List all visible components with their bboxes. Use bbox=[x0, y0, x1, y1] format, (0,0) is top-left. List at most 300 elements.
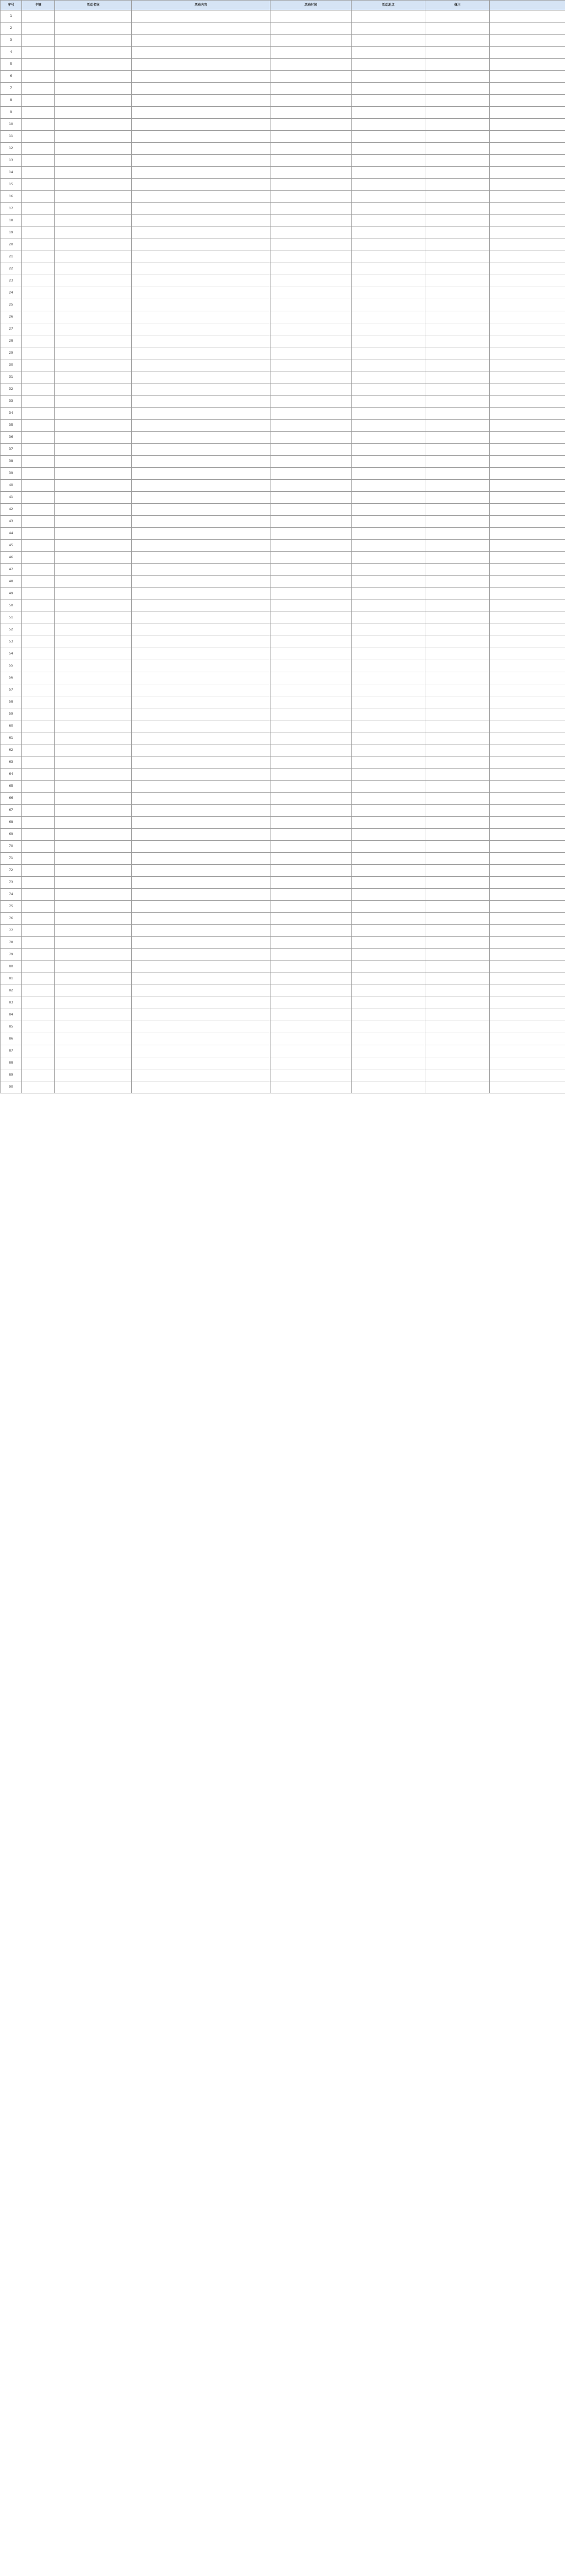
cell-activity-time bbox=[270, 913, 352, 925]
cell-activity-content bbox=[132, 949, 270, 961]
cell-no: 64 bbox=[1, 769, 22, 781]
cell-activity-place bbox=[352, 1057, 425, 1069]
cell-activity-content bbox=[132, 588, 270, 600]
cell-activity-content bbox=[132, 805, 270, 817]
cell-note bbox=[425, 817, 490, 829]
cell-activity-time bbox=[270, 22, 352, 35]
cell-note bbox=[425, 1069, 490, 1081]
cell-note bbox=[425, 576, 490, 588]
cell-activity-content bbox=[132, 335, 270, 347]
cell-no: 76 bbox=[1, 913, 22, 925]
cell-extra bbox=[490, 275, 565, 287]
cell-activity-content bbox=[132, 59, 270, 71]
cell-town bbox=[22, 347, 55, 359]
cell-no: 62 bbox=[1, 744, 22, 756]
cell-extra bbox=[490, 408, 565, 420]
cell-extra bbox=[490, 215, 565, 227]
cell-town bbox=[22, 636, 55, 648]
cell-no: 6 bbox=[1, 71, 22, 83]
cell-no: 66 bbox=[1, 793, 22, 805]
cell-activity-content bbox=[132, 480, 270, 492]
cell-activity-place bbox=[352, 47, 425, 59]
cell-no: 72 bbox=[1, 865, 22, 877]
cell-note bbox=[425, 997, 490, 1009]
cell-activity-name bbox=[55, 504, 132, 516]
cell-note bbox=[425, 47, 490, 59]
table-row bbox=[1, 143, 565, 155]
cell-activity-place bbox=[352, 552, 425, 564]
cell-activity-content bbox=[132, 22, 270, 35]
cell-note bbox=[425, 444, 490, 456]
cell-activity-place bbox=[352, 841, 425, 853]
cell-extra bbox=[490, 901, 565, 913]
cell-activity-place bbox=[352, 853, 425, 865]
cell-activity-name bbox=[55, 335, 132, 347]
table-row bbox=[1, 371, 565, 383]
cell-no: 61 bbox=[1, 732, 22, 744]
cell-activity-time bbox=[270, 588, 352, 600]
cell-note bbox=[425, 1033, 490, 1045]
cell-extra bbox=[490, 720, 565, 732]
table-row bbox=[1, 408, 565, 420]
cell-activity-content bbox=[132, 672, 270, 684]
cell-note bbox=[425, 624, 490, 636]
cell-activity-time bbox=[270, 516, 352, 528]
cell-town bbox=[22, 335, 55, 347]
cell-activity-place bbox=[352, 973, 425, 985]
cell-extra bbox=[490, 805, 565, 817]
cell-extra bbox=[490, 143, 565, 155]
cell-activity-content bbox=[132, 937, 270, 949]
cell-town bbox=[22, 997, 55, 1009]
table-row bbox=[1, 167, 565, 179]
cell-no: 8 bbox=[1, 95, 22, 107]
cell-town bbox=[22, 480, 55, 492]
cell-activity-content bbox=[132, 636, 270, 648]
cell-extra bbox=[490, 35, 565, 47]
cell-note bbox=[425, 552, 490, 564]
cell-extra bbox=[490, 793, 565, 805]
cell-note bbox=[425, 865, 490, 877]
cell-activity-content bbox=[132, 95, 270, 107]
cell-activity-name bbox=[55, 865, 132, 877]
cell-activity-content bbox=[132, 781, 270, 793]
cell-activity-content bbox=[132, 287, 270, 299]
cell-no: 50 bbox=[1, 600, 22, 612]
table-row bbox=[1, 456, 565, 468]
cell-note bbox=[425, 83, 490, 95]
cell-activity-name bbox=[55, 708, 132, 720]
cell-activity-place bbox=[352, 203, 425, 215]
cell-activity-time bbox=[270, 71, 352, 83]
cell-activity-content bbox=[132, 552, 270, 564]
cell-note bbox=[425, 383, 490, 396]
cell-activity-place bbox=[352, 22, 425, 35]
cell-activity-content bbox=[132, 1057, 270, 1069]
cell-town bbox=[22, 660, 55, 672]
cell-note bbox=[425, 805, 490, 817]
cell-activity-content bbox=[132, 528, 270, 540]
cell-note bbox=[425, 22, 490, 35]
cell-note bbox=[425, 167, 490, 179]
cell-activity-name bbox=[55, 59, 132, 71]
cell-activity-place bbox=[352, 756, 425, 769]
cell-town bbox=[22, 504, 55, 516]
cell-activity-content bbox=[132, 997, 270, 1009]
cell-note bbox=[425, 275, 490, 287]
cell-extra bbox=[490, 552, 565, 564]
cell-note bbox=[425, 299, 490, 311]
cell-activity-name bbox=[55, 383, 132, 396]
cell-town bbox=[22, 107, 55, 119]
cell-town bbox=[22, 744, 55, 756]
cell-no: 53 bbox=[1, 636, 22, 648]
cell-no: 16 bbox=[1, 191, 22, 203]
cell-no: 56 bbox=[1, 672, 22, 684]
cell-no: 49 bbox=[1, 588, 22, 600]
cell-activity-time bbox=[270, 841, 352, 853]
cell-activity-place bbox=[352, 227, 425, 239]
table-row bbox=[1, 889, 565, 901]
table-row bbox=[1, 781, 565, 793]
cell-no: 15 bbox=[1, 179, 22, 191]
cell-no: 85 bbox=[1, 1021, 22, 1033]
cell-town bbox=[22, 468, 55, 480]
cell-activity-content bbox=[132, 961, 270, 973]
table-row bbox=[1, 1069, 565, 1081]
cell-activity-place bbox=[352, 660, 425, 672]
cell-extra bbox=[490, 769, 565, 781]
cell-activity-name bbox=[55, 347, 132, 359]
cell-town bbox=[22, 10, 55, 22]
header-town: 乡镇 bbox=[22, 1, 55, 10]
cell-activity-time bbox=[270, 420, 352, 432]
cell-note bbox=[425, 612, 490, 624]
cell-activity-content bbox=[132, 540, 270, 552]
cell-activity-name bbox=[55, 239, 132, 251]
cell-activity-name bbox=[55, 191, 132, 203]
cell-activity-content bbox=[132, 299, 270, 311]
cell-no: 90 bbox=[1, 1081, 22, 1093]
cell-activity-place bbox=[352, 299, 425, 311]
cell-no: 74 bbox=[1, 889, 22, 901]
cell-note bbox=[425, 1081, 490, 1093]
cell-no: 20 bbox=[1, 239, 22, 251]
cell-note bbox=[425, 540, 490, 552]
cell-no: 52 bbox=[1, 624, 22, 636]
table-row bbox=[1, 1057, 565, 1069]
cell-activity-content bbox=[132, 492, 270, 504]
cell-activity-time bbox=[270, 323, 352, 335]
cell-activity-name bbox=[55, 961, 132, 973]
cell-no: 23 bbox=[1, 275, 22, 287]
table-row bbox=[1, 35, 565, 47]
cell-activity-content bbox=[132, 239, 270, 251]
cell-town bbox=[22, 708, 55, 720]
cell-activity-content bbox=[132, 396, 270, 408]
cell-town bbox=[22, 829, 55, 841]
cell-town bbox=[22, 359, 55, 371]
cell-activity-name bbox=[55, 263, 132, 275]
cell-activity-time bbox=[270, 696, 352, 708]
cell-extra bbox=[490, 119, 565, 131]
cell-no: 25 bbox=[1, 299, 22, 311]
header-extra-column bbox=[490, 1, 565, 10]
cell-extra bbox=[490, 420, 565, 432]
cell-activity-name bbox=[55, 636, 132, 648]
table-row bbox=[1, 672, 565, 684]
cell-extra bbox=[490, 1057, 565, 1069]
cell-activity-content bbox=[132, 973, 270, 985]
cell-activity-name bbox=[55, 480, 132, 492]
cell-no: 65 bbox=[1, 781, 22, 793]
cell-activity-time bbox=[270, 708, 352, 720]
cell-activity-time bbox=[270, 468, 352, 480]
cell-activity-time bbox=[270, 1081, 352, 1093]
cell-extra bbox=[490, 492, 565, 504]
cell-no: 71 bbox=[1, 853, 22, 865]
cell-activity-content bbox=[132, 889, 270, 901]
cell-activity-place bbox=[352, 600, 425, 612]
cell-activity-time bbox=[270, 648, 352, 660]
table-row bbox=[1, 528, 565, 540]
cell-note bbox=[425, 793, 490, 805]
cell-activity-name bbox=[55, 672, 132, 684]
cell-activity-place bbox=[352, 239, 425, 251]
cell-activity-name bbox=[55, 299, 132, 311]
cell-activity-content bbox=[132, 600, 270, 612]
cell-note bbox=[425, 335, 490, 347]
cell-activity-place bbox=[352, 1021, 425, 1033]
table-row bbox=[1, 708, 565, 720]
cell-note bbox=[425, 528, 490, 540]
cell-no: 17 bbox=[1, 203, 22, 215]
cell-activity-content bbox=[132, 756, 270, 769]
cell-no: 12 bbox=[1, 143, 22, 155]
cell-town bbox=[22, 672, 55, 684]
cell-extra bbox=[490, 179, 565, 191]
cell-activity-name bbox=[55, 937, 132, 949]
cell-no: 13 bbox=[1, 155, 22, 167]
cell-activity-name bbox=[55, 275, 132, 287]
cell-town bbox=[22, 167, 55, 179]
cell-activity-place bbox=[352, 901, 425, 913]
cell-extra bbox=[490, 167, 565, 179]
cell-note bbox=[425, 600, 490, 612]
cell-activity-time bbox=[270, 1033, 352, 1045]
cell-activity-place bbox=[352, 444, 425, 456]
cell-extra bbox=[490, 1045, 565, 1057]
cell-note bbox=[425, 251, 490, 263]
cell-activity-place bbox=[352, 696, 425, 708]
cell-no: 57 bbox=[1, 684, 22, 696]
cell-activity-time bbox=[270, 732, 352, 744]
cell-activity-place bbox=[352, 1045, 425, 1057]
cell-no: 67 bbox=[1, 805, 22, 817]
cell-town bbox=[22, 624, 55, 636]
cell-town bbox=[22, 251, 55, 263]
table-row bbox=[1, 841, 565, 853]
header-activity-place: 活动地点 bbox=[352, 1, 425, 10]
cell-no: 42 bbox=[1, 504, 22, 516]
cell-activity-time bbox=[270, 684, 352, 696]
cell-activity-place bbox=[352, 540, 425, 552]
cell-extra bbox=[490, 612, 565, 624]
cell-no: 19 bbox=[1, 227, 22, 239]
cell-extra bbox=[490, 432, 565, 444]
table-body bbox=[1, 10, 565, 1093]
table-row bbox=[1, 191, 565, 203]
cell-activity-time bbox=[270, 528, 352, 540]
table-row bbox=[1, 119, 565, 131]
table-row bbox=[1, 769, 565, 781]
cell-extra bbox=[490, 239, 565, 251]
cell-activity-time bbox=[270, 480, 352, 492]
cell-extra bbox=[490, 817, 565, 829]
cell-activity-time bbox=[270, 191, 352, 203]
cell-activity-place bbox=[352, 408, 425, 420]
cell-extra bbox=[490, 383, 565, 396]
cell-note bbox=[425, 492, 490, 504]
cell-activity-content bbox=[132, 408, 270, 420]
cell-activity-place bbox=[352, 1033, 425, 1045]
cell-no: 46 bbox=[1, 552, 22, 564]
cell-activity-name bbox=[55, 624, 132, 636]
cell-note bbox=[425, 949, 490, 961]
cell-activity-time bbox=[270, 275, 352, 287]
cell-no: 73 bbox=[1, 877, 22, 889]
cell-extra bbox=[490, 781, 565, 793]
cell-note bbox=[425, 239, 490, 251]
cell-activity-time bbox=[270, 1057, 352, 1069]
table-row bbox=[1, 444, 565, 456]
cell-extra bbox=[490, 480, 565, 492]
cell-activity-time bbox=[270, 167, 352, 179]
cell-activity-content bbox=[132, 720, 270, 732]
cell-note bbox=[425, 1021, 490, 1033]
cell-extra bbox=[490, 865, 565, 877]
cell-activity-name bbox=[55, 35, 132, 47]
cell-activity-content bbox=[132, 359, 270, 371]
cell-activity-content bbox=[132, 865, 270, 877]
cell-town bbox=[22, 817, 55, 829]
cell-town bbox=[22, 492, 55, 504]
cell-activity-place bbox=[352, 829, 425, 841]
cell-activity-name bbox=[55, 47, 132, 59]
cell-activity-content bbox=[132, 263, 270, 275]
cell-town bbox=[22, 973, 55, 985]
cell-activity-name bbox=[55, 660, 132, 672]
cell-activity-time bbox=[270, 335, 352, 347]
cell-note bbox=[425, 215, 490, 227]
cell-town bbox=[22, 564, 55, 576]
cell-town bbox=[22, 805, 55, 817]
table-row bbox=[1, 1033, 565, 1045]
cell-extra bbox=[490, 107, 565, 119]
cell-town bbox=[22, 408, 55, 420]
table-row bbox=[1, 227, 565, 239]
cell-activity-place bbox=[352, 504, 425, 516]
cell-note bbox=[425, 396, 490, 408]
cell-extra bbox=[490, 1081, 565, 1093]
cell-activity-name bbox=[55, 516, 132, 528]
cell-town bbox=[22, 1021, 55, 1033]
cell-activity-content bbox=[132, 516, 270, 528]
cell-town bbox=[22, 227, 55, 239]
cell-activity-content bbox=[132, 420, 270, 432]
cell-extra bbox=[490, 504, 565, 516]
cell-activity-name bbox=[55, 805, 132, 817]
cell-activity-name bbox=[55, 564, 132, 576]
cell-town bbox=[22, 71, 55, 83]
cell-no: 18 bbox=[1, 215, 22, 227]
cell-extra bbox=[490, 624, 565, 636]
cell-extra bbox=[490, 696, 565, 708]
cell-activity-name bbox=[55, 973, 132, 985]
cell-extra bbox=[490, 95, 565, 107]
cell-activity-content bbox=[132, 83, 270, 95]
cell-activity-name bbox=[55, 119, 132, 131]
table-row bbox=[1, 660, 565, 672]
table-row bbox=[1, 468, 565, 480]
header-activity-name: 活动名称 bbox=[55, 1, 132, 10]
table-row bbox=[1, 480, 565, 492]
cell-no: 87 bbox=[1, 1045, 22, 1057]
header-activity-time: 活动时间 bbox=[270, 1, 352, 10]
cell-town bbox=[22, 877, 55, 889]
cell-note bbox=[425, 985, 490, 997]
cell-activity-time bbox=[270, 829, 352, 841]
cell-town bbox=[22, 239, 55, 251]
cell-extra bbox=[490, 227, 565, 239]
cell-extra bbox=[490, 83, 565, 95]
cell-activity-time bbox=[270, 756, 352, 769]
cell-note bbox=[425, 10, 490, 22]
cell-activity-content bbox=[132, 841, 270, 853]
cell-note bbox=[425, 143, 490, 155]
cell-town bbox=[22, 756, 55, 769]
table-row bbox=[1, 684, 565, 696]
cell-activity-name bbox=[55, 396, 132, 408]
cell-activity-name bbox=[55, 131, 132, 143]
cell-activity-time bbox=[270, 720, 352, 732]
cell-note bbox=[425, 925, 490, 937]
cell-activity-time bbox=[270, 781, 352, 793]
cell-extra bbox=[490, 311, 565, 323]
cell-note bbox=[425, 889, 490, 901]
cell-activity-time bbox=[270, 997, 352, 1009]
cell-town bbox=[22, 853, 55, 865]
table-row bbox=[1, 973, 565, 985]
table-row bbox=[1, 540, 565, 552]
cell-extra bbox=[490, 600, 565, 612]
cell-activity-name bbox=[55, 83, 132, 95]
cell-activity-name bbox=[55, 203, 132, 215]
cell-no: 89 bbox=[1, 1069, 22, 1081]
cell-activity-content bbox=[132, 853, 270, 865]
cell-activity-place bbox=[352, 877, 425, 889]
cell-activity-place bbox=[352, 287, 425, 299]
cell-extra bbox=[490, 371, 565, 383]
cell-activity-name bbox=[55, 720, 132, 732]
cell-activity-time bbox=[270, 239, 352, 251]
cell-extra bbox=[490, 263, 565, 275]
table-row bbox=[1, 299, 565, 311]
cell-town bbox=[22, 552, 55, 564]
cell-activity-place bbox=[352, 83, 425, 95]
cell-town bbox=[22, 119, 55, 131]
cell-activity-place bbox=[352, 275, 425, 287]
